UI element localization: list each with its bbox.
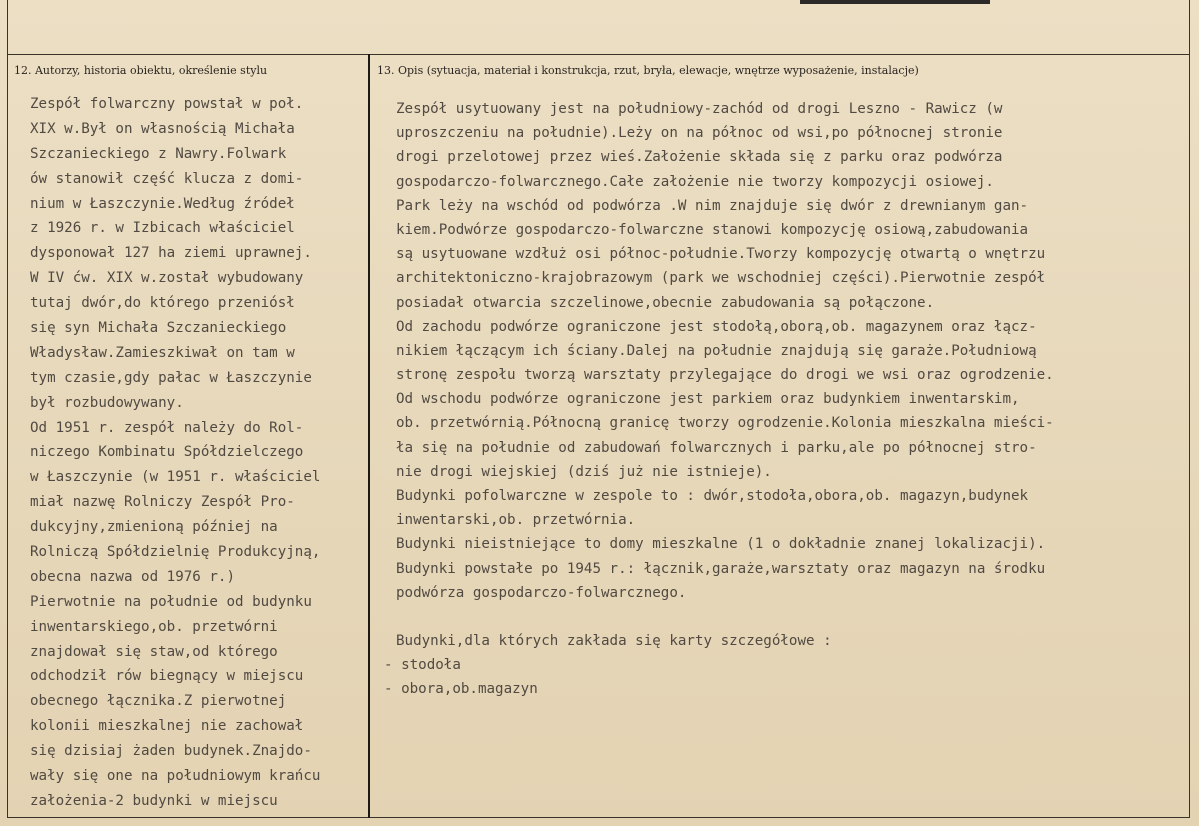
history-line: miał nazwę Rolniczy Zespół Pro- bbox=[30, 494, 295, 511]
history-line: Władysław.Zamieszkiwał on tam w bbox=[30, 344, 295, 361]
history-line: dukcyjny,zmienioną później na bbox=[30, 519, 278, 536]
description-line: architektoniczno-krajobrazowym (park we wschodniej części).Pierwotnie zespół bbox=[396, 270, 1046, 287]
history-line: nium w Łaszczynie.Według źródeł bbox=[30, 195, 295, 212]
history-line: W IV ćw. XIX w.został wybudowany bbox=[30, 270, 304, 287]
description-line: inwentarski,ob. przetwórnia. bbox=[396, 512, 636, 529]
description-line: Od zachodu podwórze ograniczone jest stodołą,oborą,ob. magazynem oraz łącz- bbox=[396, 318, 1037, 335]
history-line: z 1926 r. w Izbicach właściciel bbox=[30, 220, 295, 237]
history-line: XIX w.Był on własnością Michała bbox=[30, 120, 295, 137]
history-line: obecnego łącznika.Z pierwotnej bbox=[30, 693, 287, 710]
history-line: obecna nazwa od 1976 r.) bbox=[30, 568, 235, 585]
description-line: nie drogi wiejskiej (dziś już nie istnieje). bbox=[396, 463, 772, 480]
history-line: się dzisiaj żaden budynek.Znajdo- bbox=[30, 743, 312, 760]
description-text-column bbox=[384, 97, 1176, 702]
description-line: Zespół usytuowany jest na południowy-zachód od drogi Leszno - Rawicz (w bbox=[396, 101, 1003, 117]
history-line: tym czasie,gdy pałac w Łaszczynie bbox=[30, 369, 312, 386]
history-line: był rozbudowywany. bbox=[30, 394, 184, 411]
description-line: posiadał otwarcia szczelinowe,obecnie zabudowania są połączone. bbox=[396, 294, 935, 311]
history-line: Szczanieckiego z Nawry.Folwark bbox=[30, 145, 287, 162]
section-13-heading: 13. Opis (sytuacja, materiał i konstrukcja, rzut, bryła, elewacje, wnętrze wyposażenie, instalacje) bbox=[377, 64, 919, 77]
history-line: ów stanowił część klucza z domi- bbox=[30, 170, 304, 187]
description-line: uproszczeniu na południe).Leży on na północ od wsi,po północnej stronie bbox=[396, 125, 1003, 142]
history-line: Pierwotnie na południe od budynku bbox=[30, 593, 312, 610]
description-line: Budynki pofolwarczne w zespole to : dwór,stodoła,obora,ob. magazyn,budynek bbox=[396, 488, 1029, 504]
history-line: inwentarskiego,ob. przetwórni bbox=[30, 618, 278, 635]
history-line: założenia-2 budynki w miejscu bbox=[30, 792, 278, 809]
description-line: Od wschodu podwórze ograniczone jest parkiem oraz budynkiem inwentarskim, bbox=[396, 391, 1020, 408]
description-line: Park leży na wschód od podwórza .W nim znajduje się dwór z drewnianym gan- bbox=[396, 197, 1029, 214]
cards-list-item: - obora,ob.magazyn bbox=[384, 681, 538, 698]
description-line: Budynki nieistniejące to domy mieszkalne (1 o dokładnie znanej lokalizacji). bbox=[396, 536, 1046, 553]
cards-list-item: - stodoła bbox=[384, 657, 461, 674]
history-text-column bbox=[30, 92, 375, 814]
description-line: gospodarczo-folwarcznego.Całe założenie nie tworzy kompozycji osiowej. bbox=[396, 173, 994, 190]
description-line: ob. przetwórnią.Północną granicę tworzy ogrodzenie.Kolonia mieszkalna mieści- bbox=[396, 415, 1054, 432]
description-line: nikiem łączącym ich ściany.Dalej na południe znajdują się garaże.Południową bbox=[396, 342, 1037, 359]
description-line: drogi przelotowej przez wieś.Założenie składa się z parku oraz podwórza bbox=[396, 149, 1003, 166]
description-line: kiem.Podwórze gospodarczo-folwarczne stanowi kompozycję osiową,zabudowania bbox=[396, 221, 1029, 238]
history-line: odchodził rów biegnący w miejscu bbox=[30, 668, 304, 685]
description-line: są usytuowane wzdłuż osi północ-południe.Tworzy kompozycję otwartą o wnętrzu bbox=[396, 246, 1046, 263]
history-line: dysponował 127 ha ziemi uprawnej. bbox=[30, 245, 312, 262]
description-line: ła się na południe od zabudowań folwarcznych i parku,ale po północnej stro- bbox=[396, 439, 1037, 456]
history-line: w Łaszczynie (w 1951 r. właściciel bbox=[30, 469, 321, 486]
history-line: wały się one na południowym krańcu bbox=[30, 768, 321, 785]
paragraph-gap bbox=[396, 605, 1176, 629]
description-line: Budynki powstałe po 1945 r.: łącznik,garaże,warsztaty oraz magazyn na środku bbox=[396, 560, 1046, 577]
history-line: się syn Michała Szczanieckiego bbox=[30, 320, 287, 337]
card-frame-top bbox=[7, 0, 1190, 55]
history-line: tutaj dwór,do którego przeniósł bbox=[30, 295, 295, 312]
history-line: kolonii mieszkalnej nie zachował bbox=[30, 718, 304, 735]
history-line: niczego Kombinatu Spółdzielczego bbox=[30, 444, 304, 461]
history-line: Od 1951 r. zespół należy do Rol- bbox=[30, 419, 304, 436]
description-line: podwórza gospodarczo-folwarcznego. bbox=[396, 584, 687, 601]
cards-list-intro: Budynki,dla których zakłada się karty szczegółowe : bbox=[396, 632, 832, 649]
section-12-heading: 12. Autorzy, historia obiektu, określenie stylu bbox=[14, 64, 268, 77]
description-line: stronę zespołu tworzą warsztaty przylegające do drogi we wsi oraz ogrodzenie. bbox=[396, 367, 1054, 384]
history-line: Rolniczą Spółdzielnię Produkcyjną, bbox=[30, 544, 321, 561]
history-line: Zespół folwarczny powstał w poł. bbox=[30, 96, 304, 112]
history-line: znajdował się staw,od którego bbox=[30, 643, 278, 660]
